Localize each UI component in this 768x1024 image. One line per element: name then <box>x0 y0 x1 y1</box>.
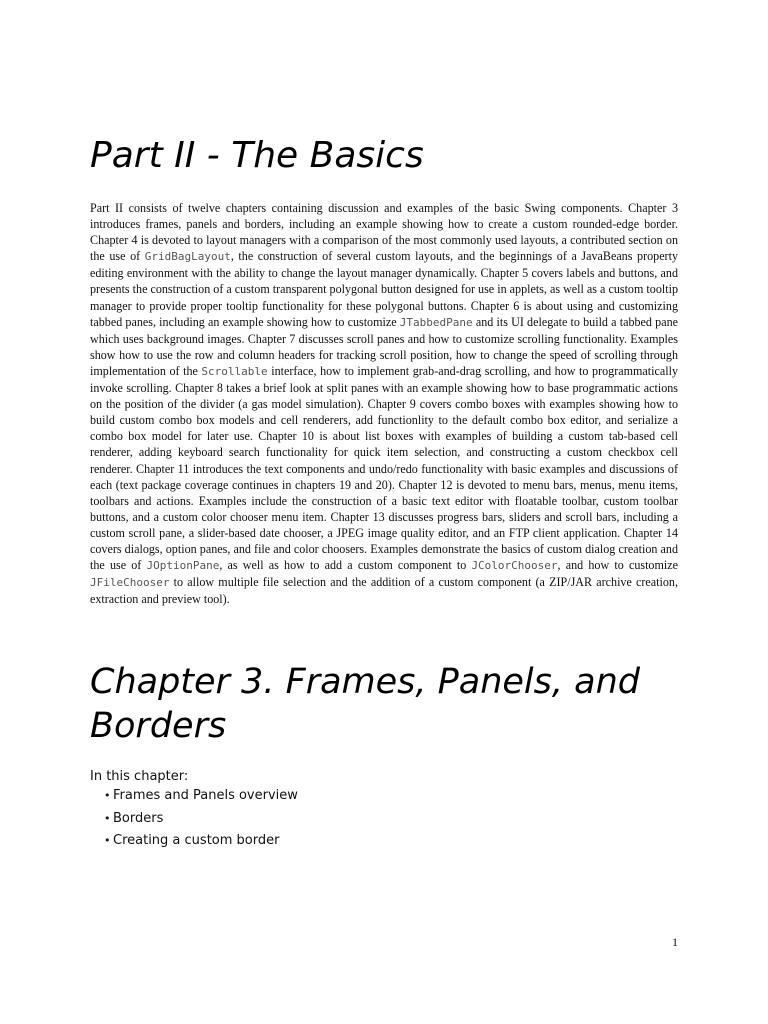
list-item <box>104 787 298 810</box>
list-item-label: Creating a custom border <box>113 833 280 848</box>
intro-text: to allow multiple file selection and the addition of a custom component (a ZIP/JAR archive creation, extraction and preview tool). <box>90 575 678 607</box>
intro-text: Part II consists of twelve chapters containing discussion and examples of the basic Swing components. Chapter 3 introduces frames, panels and borders, including an example showing how to create a custom rounded-edge border. Chapter 4 is devoted to layout managers with a comparison of the most commonly used layouts, a contributed section on the use of <box>90 201 678 264</box>
intro-text: , and how to customize <box>557 558 678 573</box>
bullet-icon: • <box>104 834 111 847</box>
page-number: 1 <box>672 935 678 949</box>
in-chapter-label: In this chapter: <box>90 769 189 784</box>
code-gridbaglayout: GridBagLayout <box>144 250 231 264</box>
code-jtabbedpane: JTabbedPane <box>399 315 473 329</box>
chapter-title: Chapter 3. Frames, Panels, and Borders <box>90 662 640 746</box>
document-page <box>90 0 678 1024</box>
intro-text: interface, how to implement grab-and-drag scrolling, and how to programmatically invoke scrolling. Chapter 8 takes a brief look at split panes with an example showing how to base programmatic actions on the position of the divider (a gas model simulation). Chapter 9 covers combo boxes with examples showing how to build custom combo box models and cell renderers, add functionlity to the default combo box editor, and serialize a combo box model for later use. Chapter 10 is about list boxes with examples of building a custom tab-based cell renderer, adding keyboard search functionality for quick item selection, and constructing a custom checkbox cell renderer. Chapter 11 introduces the text components and undo/redo functionality with basic examples and discussions of each (text package coverage continues in chapters 19 and 20). Chapter 12 is devoted to menu bars, menus, menu items, toolbars and actions. Examples include the construction of a basic text editor with floatable toolbar, custom toolbar buttons, and a custom color chooser menu item. Chapter 13 discusses progress bars, sliders and scroll bars, including a custom scroll pane, a slider-based date chooser, a JPEG image quality editor, and an FTP client application. Chapter 14 covers dialogs, option panes, and file and color choosers. Examples demonstrate the basics of custom dialog creation and the use of <box>90 363 678 573</box>
list-item <box>104 832 298 855</box>
list-item-label: Borders <box>113 810 164 826</box>
bullet-icon: • <box>104 811 111 825</box>
code-jfilechooser: JFileChooser <box>90 576 170 590</box>
list-item-label: Frames and Panels overview <box>113 788 298 803</box>
intro-text: , the construction of several custom layouts, and the beginnings of a JavaBeans property editing environment with the ability to change the layout manager dynamically. Chapter 5 covers labels and buttons, and presents the construction of a custom transparent polygonal button designed for use in applets, as well as a custom tooltip manager to provide proper tooltip functionality for these polygonal buttons. Chapter 6 is about using and customizing tabbed panes, including an example showing how to customize <box>90 249 678 329</box>
intro-text: and its UI delegate to build a tabbed pane which uses background images. Chapter 7 discusses scroll panes and how to customize scrolling functionality. Examples show how to use the row and column headers for tracking scroll position, how to change the speed of scrolling through implementation of the <box>90 314 678 378</box>
intro-paragraph <box>90 200 678 607</box>
chapter-contents-list <box>104 787 298 855</box>
code-scrollable: Scrollable <box>201 364 268 378</box>
intro-text: , as well as how to add a custom component to <box>219 558 472 573</box>
part-title: Part II - The Basics <box>90 135 424 176</box>
bullet-icon: • <box>104 789 111 802</box>
list-item <box>104 810 298 833</box>
code-joptionpane: JOptionPane <box>146 559 220 573</box>
code-jcolorchooser: JColorChooser <box>471 559 558 573</box>
